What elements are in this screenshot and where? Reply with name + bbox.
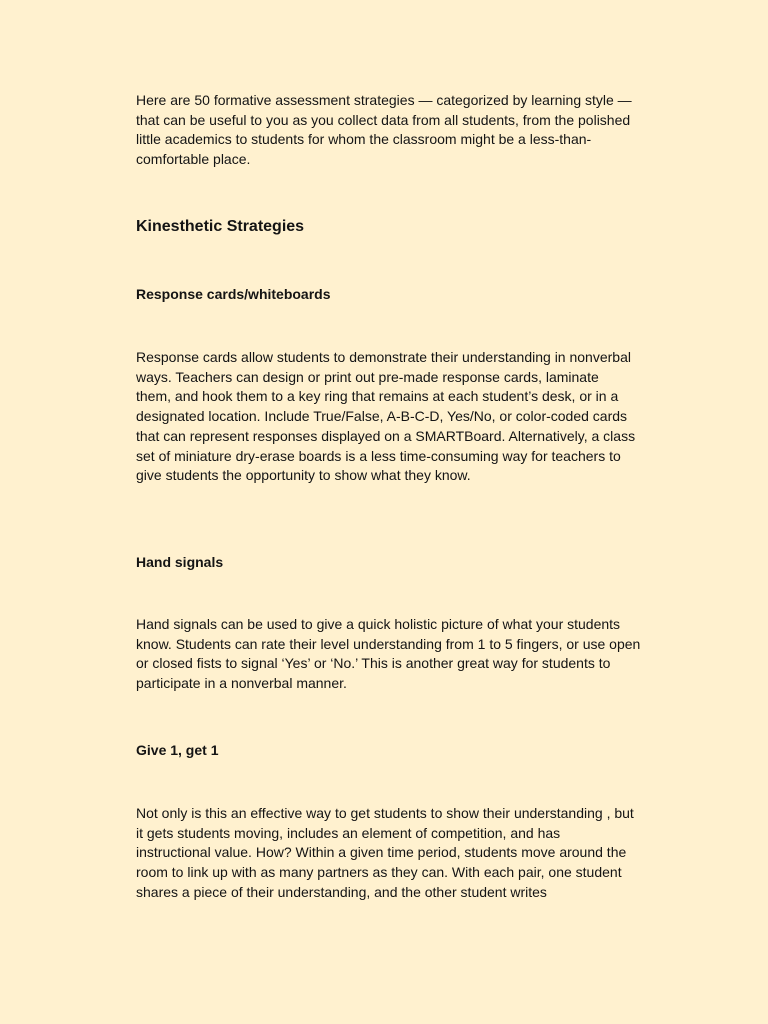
- strategy-heading-give-one-get-one: Give 1, get 1: [136, 742, 219, 758]
- strategy-heading-hand-signals: Hand signals: [136, 554, 224, 570]
- intro-paragraph: Here are 50 formative assessment strategies — categorized by learning style — that can be useful to you as you collect data from all students, from the polished little academics to students for whom the classroom might be a less-than-comfortable place.: [136, 92, 632, 168]
- strategy-heading-response-cards: Response cards/whiteboards: [136, 286, 331, 302]
- strategy-body-give-one-get-one: Not only is this an effective way to get students to show their understanding , but it gets students moving, includes an element of competition, and has instructional value. How? Within a given time period, students move around the room to link up with as many partners as they can. With each pair, one student shares a piece of their understanding, and the other student writes: [136, 805, 634, 900]
- section-heading: Kinesthetic Strategies: [136, 218, 305, 235]
- strategy-body-response-cards: Response cards allow students to demonstrate their understanding in nonverbal ways. Teachers can design or print out pre-made response cards, laminate them, and hook them to a key ring that remains at each student’s desk, or in a designated location. Include True/False, A-B-C-D, Yes/No, or color-coded cards that can represent responses displayed on a SMARTBoard. Alternatively, a class set of miniature dry-erase boards is a less time-consuming way for teachers to give students the opportunity to show what they know.: [136, 349, 636, 484]
- strategy-body-hand-signals: Hand signals can be used to give a quick holistic picture of what your students know. Students can rate their level understanding from 1 to 5 fingers, or use open or closed fists to signal ‘Yes’ or ‘No.’ This is another great way for students to participate in a nonverbal manner.: [136, 616, 641, 692]
